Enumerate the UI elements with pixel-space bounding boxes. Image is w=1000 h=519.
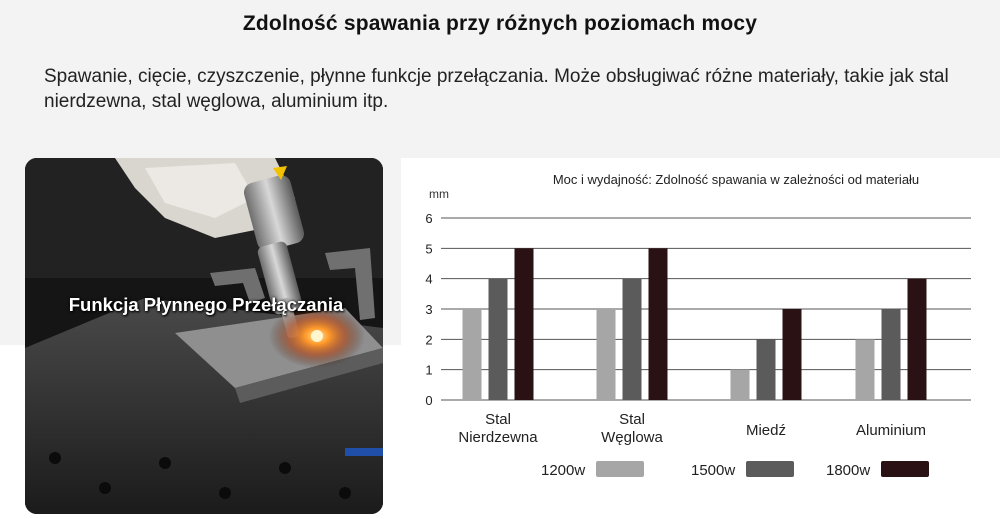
bar bbox=[515, 248, 534, 400]
bar bbox=[623, 279, 642, 400]
chart-card bbox=[401, 158, 1000, 519]
x-tick-label: Miedź bbox=[745, 422, 787, 439]
bar bbox=[783, 309, 802, 400]
photo-label: Funkcja Płynnego Przełączania bbox=[68, 294, 344, 315]
legend-label: 1800w bbox=[826, 462, 871, 479]
chart-bars bbox=[463, 248, 927, 400]
x-tick-label: Stal bbox=[485, 411, 511, 428]
y-tick-label: 4 bbox=[425, 271, 433, 287]
legend-swatch bbox=[746, 461, 794, 477]
chart-legend bbox=[541, 461, 929, 479]
x-tick-label: Stal bbox=[619, 411, 645, 428]
x-tick-label: Węglowa bbox=[601, 429, 663, 446]
page-title: Zdolność spawania przy różnych poziomach mocy bbox=[242, 12, 758, 35]
x-tick-label: Nierdzewna bbox=[458, 429, 538, 446]
y-tick-label: 5 bbox=[425, 241, 433, 257]
welding-photo bbox=[25, 158, 383, 514]
y-tick-label: 6 bbox=[425, 211, 433, 226]
legend-label: 1200w bbox=[541, 462, 586, 479]
bar bbox=[856, 339, 875, 400]
y-tick-label: 0 bbox=[425, 393, 433, 408]
legend-swatch bbox=[881, 461, 929, 477]
bar bbox=[463, 309, 482, 400]
bar bbox=[731, 370, 750, 400]
x-tick-label: Aluminium bbox=[855, 422, 927, 439]
bar bbox=[489, 279, 508, 400]
y-tick-label: 3 bbox=[425, 302, 433, 317]
y-axis-label: mm bbox=[429, 187, 449, 201]
x-tick-labels bbox=[458, 411, 926, 446]
welding-illustration bbox=[25, 158, 383, 514]
page-subtitle: Spawanie, cięcie, czyszczenie, płynne funkcje przełączania. Może obsługiwać różne materiały, takie jak stal nierdzewna, stal węglowa, aluminium itp. bbox=[44, 66, 949, 112]
bar bbox=[649, 248, 668, 400]
bar bbox=[597, 309, 616, 400]
chart-title: Moc i wydajność: Zdolność spawania w zależności od materiału bbox=[552, 172, 920, 187]
bar bbox=[882, 309, 901, 400]
y-tick-labels bbox=[425, 211, 432, 408]
bar bbox=[757, 339, 776, 400]
y-tick-label: 1 bbox=[425, 362, 433, 378]
legend-swatch bbox=[596, 461, 644, 477]
bar bbox=[908, 279, 927, 400]
y-tick-label: 2 bbox=[425, 332, 433, 348]
bar-chart bbox=[401, 158, 1000, 519]
legend-label: 1500w bbox=[691, 462, 736, 479]
